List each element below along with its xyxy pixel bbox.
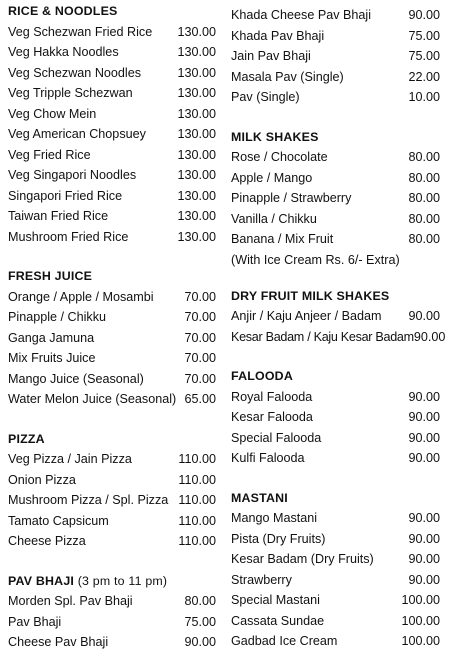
item-price: 90.00	[408, 430, 440, 445]
item-name: Anjir / Kaju Anjeer / Badam	[231, 309, 382, 323]
item-price: 90.00	[408, 531, 440, 546]
item-name: Cheese Pizza	[8, 534, 86, 548]
item-name: Kesar Badam (Dry Fruits)	[231, 552, 374, 566]
section-falooda	[231, 366, 440, 469]
item-name: Mango Juice (Seasonal)	[8, 371, 144, 386]
item-name: Mushroom Fried Rice	[8, 229, 129, 244]
menu-item	[8, 531, 216, 552]
section-heading	[8, 571, 216, 592]
item-price: 110.00	[178, 452, 216, 466]
item-name: Special Mastani	[231, 593, 320, 607]
item-name: Pinapple / Chikku	[8, 310, 107, 324]
menu-item	[8, 389, 216, 410]
item-price: 90.00	[408, 572, 440, 587]
menu-item	[8, 145, 216, 166]
item-price: 130.00	[177, 147, 216, 162]
item-price: 100.00	[401, 634, 440, 648]
section-rice-noodles	[8, 1, 216, 247]
item-price: 130.00	[177, 106, 216, 121]
menu-item	[8, 104, 216, 125]
menu-item	[8, 124, 216, 145]
menu-item	[231, 508, 440, 529]
item-price: 110.00	[178, 472, 216, 487]
menu-item	[231, 147, 440, 168]
menu-item	[8, 287, 216, 308]
item-name: Taiwan Fried Rice	[8, 209, 109, 223]
menu-item	[8, 22, 216, 43]
menu-item	[231, 570, 440, 591]
item-price: 130.00	[177, 86, 216, 100]
item-price: 80.00	[408, 191, 440, 205]
item-price: 90.00	[408, 389, 440, 404]
item-name: Onion Pizza	[8, 472, 76, 487]
ice-cream-note: (With Ice Cream Rs. 6/- Extra)	[231, 252, 400, 267]
item-name: Veg Hakka Noodles	[8, 45, 119, 59]
item-name: Veg Singapori Noodles	[8, 168, 137, 182]
menu-item	[231, 188, 440, 209]
item-price: 75.00	[408, 28, 440, 43]
spacer	[231, 108, 440, 127]
item-price: 90.00	[408, 511, 440, 525]
item-price: 130.00	[177, 229, 216, 244]
item-price: 70.00	[184, 310, 216, 324]
item-name: Gadbad Ice Cream	[231, 634, 338, 648]
menu-item	[231, 590, 440, 611]
item-price: 80.00	[408, 150, 440, 164]
item-price: 80.00	[184, 594, 216, 608]
item-name: Mushroom Pizza / Spl. Pizza	[8, 493, 169, 507]
item-name: Mix Fruits Juice	[8, 351, 96, 365]
menu-item	[8, 490, 216, 511]
item-name: Masala Pav (Single)	[231, 69, 344, 84]
item-price: 65.00	[184, 392, 216, 406]
item-price: 80.00	[408, 232, 440, 246]
section-heading-text: PAV BHAJI	[8, 573, 75, 588]
menu-item	[231, 306, 440, 327]
section-pizza	[8, 429, 216, 552]
item-name: Pav Bhaji	[8, 614, 62, 629]
menu-item	[8, 591, 216, 612]
item-price: 70.00	[184, 289, 216, 304]
item-price: 90.00	[408, 552, 440, 566]
item-name: Veg Tripple Schezwan	[8, 86, 133, 100]
menu-item	[231, 407, 440, 428]
item-name: Veg Chow Mein	[8, 106, 97, 121]
menu-item	[231, 549, 440, 570]
item-name: Ganga Jamuna	[8, 330, 95, 345]
item-name: Pista (Dry Fruits)	[231, 531, 326, 546]
item-name: Kesar Falooda	[231, 410, 313, 424]
item-price: 70.00	[184, 371, 216, 386]
menu-item	[231, 5, 440, 26]
item-name: Veg Schezwan Noodles	[8, 65, 142, 80]
item-name: Special Falooda	[231, 430, 322, 445]
item-price: 130.00	[177, 188, 216, 203]
menu-item	[8, 227, 216, 248]
menu-item	[8, 449, 216, 470]
menu-item	[8, 206, 216, 227]
section-heading: MASTANI	[231, 490, 288, 505]
section-pav-bhaji-continued	[231, 5, 440, 108]
section-heading: PIZZA	[8, 431, 45, 446]
section-heading: FALOODA	[231, 369, 293, 383]
menu-item	[231, 209, 440, 230]
item-name: Royal Falooda	[231, 389, 313, 404]
menu-item	[8, 470, 216, 491]
menu-item	[231, 327, 446, 348]
item-price: 75.00	[408, 49, 440, 63]
menu-item	[231, 67, 440, 88]
menu-item	[8, 307, 216, 328]
item-price: 80.00	[408, 170, 440, 185]
menu-item	[231, 631, 440, 652]
item-name: Jain Pav Bhaji	[231, 49, 311, 63]
item-price: 90.00	[408, 410, 440, 424]
item-price: 10.00	[408, 90, 440, 104]
menu-item	[8, 63, 216, 84]
item-price: 130.00	[177, 209, 216, 223]
menu-item	[231, 448, 440, 469]
item-price: 90.00	[408, 451, 440, 465]
item-name: Apple / Mango	[231, 170, 313, 185]
menu-item	[8, 83, 216, 104]
item-price: 110.00	[178, 534, 216, 548]
section-heading-note: (3 pm to 11 pm)	[77, 573, 168, 588]
item-price: 75.00	[184, 614, 216, 629]
item-name: Khada Pav Bhaji	[231, 28, 325, 43]
item-name: Kesar Badam / Kaju Kesar Badam	[231, 329, 414, 344]
section-heading: RICE & NOODLES	[8, 4, 118, 18]
menu-item	[8, 612, 216, 633]
item-price: 110.00	[178, 493, 216, 507]
item-name: Vanilla / Chikku	[231, 211, 317, 226]
section-dry-fruit-milk-shakes	[231, 286, 446, 348]
menu-item	[231, 26, 440, 47]
item-name: Tamato Capsicum	[8, 513, 109, 528]
item-price: 90.00	[408, 309, 440, 323]
item-price: 90.00	[408, 8, 440, 22]
menu-item	[8, 632, 216, 653]
item-price: 130.00	[177, 168, 216, 182]
item-price: 70.00	[184, 351, 216, 365]
item-price: 80.00	[408, 211, 440, 226]
menu-item	[231, 611, 440, 632]
item-name: Morden Spl. Pav Bhaji	[8, 594, 133, 608]
item-name: Mango Mastani	[231, 511, 318, 525]
item-name: Pinapple / Strawberry	[231, 191, 352, 205]
section-milk-shakes	[231, 127, 440, 270]
item-price: 70.00	[184, 330, 216, 345]
item-price: 110.00	[178, 513, 216, 528]
spacer	[8, 410, 216, 429]
item-name: Pav (Single)	[231, 90, 300, 104]
menu-column-left	[8, 1, 216, 653]
menu-item	[8, 348, 216, 369]
item-name: Veg Pizza / Jain Pizza	[8, 452, 132, 466]
item-name: Water Melon Juice (Seasonal)	[8, 392, 177, 406]
item-price: 90.00	[413, 329, 446, 344]
menu-item	[231, 46, 440, 67]
menu-item	[231, 387, 440, 408]
menu-item	[8, 42, 216, 63]
spacer	[231, 270, 440, 286]
menu-item	[231, 529, 440, 550]
item-name: Singapori Fried Rice	[8, 188, 123, 203]
menu-item	[231, 168, 440, 189]
item-name: Cassata Sundae	[231, 613, 325, 628]
menu-item	[231, 428, 440, 449]
spacer	[8, 552, 216, 571]
item-price: 90.00	[184, 635, 216, 649]
item-name: Khada Cheese Pav Bhaji	[231, 8, 372, 22]
item-name: Orange / Apple / Mosambi	[8, 289, 154, 304]
item-price: 130.00	[177, 127, 216, 141]
spacer	[231, 347, 440, 366]
item-price: 100.00	[401, 593, 440, 607]
section-heading: MILK SHAKES	[231, 129, 319, 144]
menu-item	[8, 369, 216, 390]
item-name: Banana / Mix Fruit	[231, 232, 334, 246]
item-price: 130.00	[177, 45, 216, 59]
item-name: Cheese Pav Bhaji	[8, 635, 109, 649]
spacer	[8, 247, 216, 266]
item-name: Kulfi Falooda	[231, 451, 305, 465]
spacer	[231, 469, 440, 488]
item-name: Veg American Chopsuey	[8, 127, 146, 141]
item-price: 22.00	[408, 69, 440, 84]
section-heading: DRY FRUIT MILK SHAKES	[231, 288, 390, 303]
item-price: 100.00	[401, 613, 440, 628]
item-name: Rose / Chocolate	[231, 150, 328, 164]
section-pav-bhaji	[8, 571, 216, 653]
menu-column-right	[231, 5, 446, 652]
item-price: 130.00	[177, 24, 216, 39]
item-name: Strawberry	[231, 572, 292, 587]
menu-item	[231, 87, 440, 108]
section-fresh-juice	[8, 266, 216, 410]
section-heading: FRESH JUICE	[8, 269, 93, 283]
menu-item	[8, 511, 216, 532]
item-name: Veg Schezwan Fried Rice	[8, 24, 153, 39]
section-mastani	[231, 488, 440, 652]
item-price: 130.00	[177, 65, 216, 80]
menu-item	[231, 229, 440, 250]
item-name: Veg Fried Rice	[8, 147, 91, 162]
menu-item	[8, 186, 216, 207]
menu-item	[8, 328, 216, 349]
menu-item	[8, 165, 216, 186]
